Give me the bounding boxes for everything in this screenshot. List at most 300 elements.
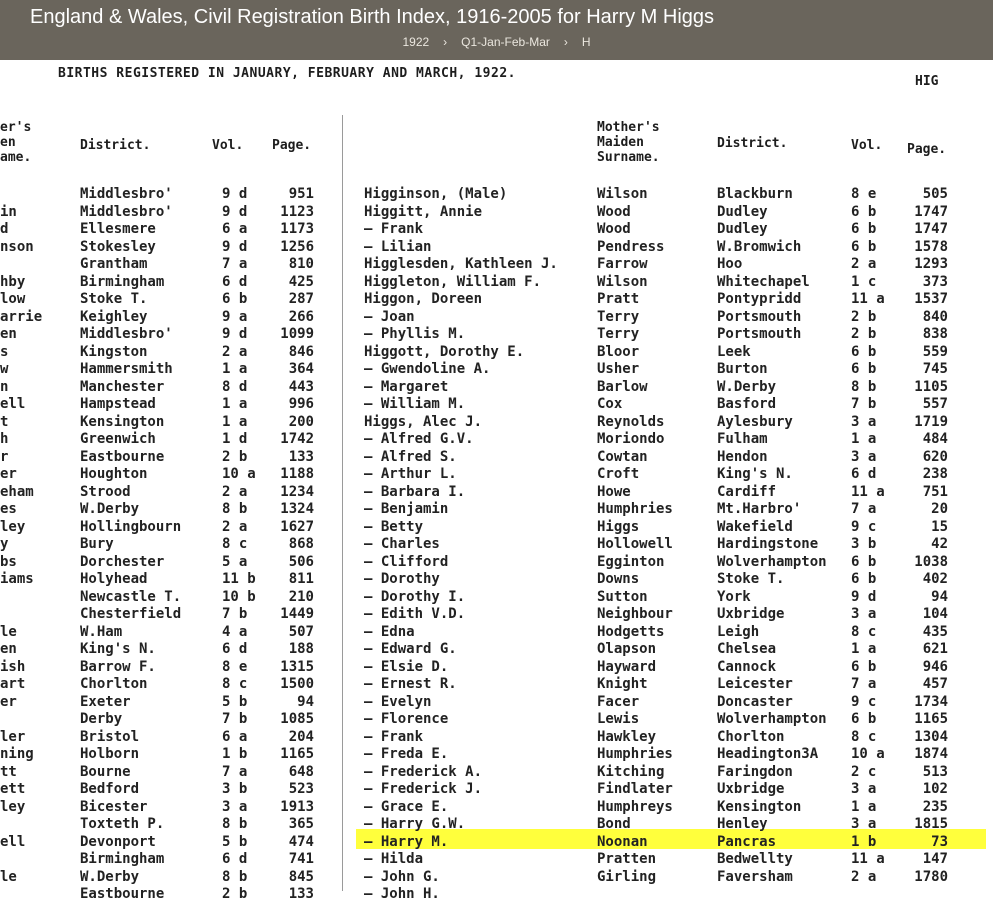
- page-number: 1719: [914, 413, 948, 430]
- registration-district: Hardingstone: [717, 536, 819, 552]
- entry-name: — Harry M.: [364, 833, 449, 850]
- left-page: 443: [288, 378, 314, 395]
- registration-district: Aylesbury: [717, 413, 793, 430]
- right-vol-header: Vol.: [851, 138, 883, 153]
- breadcrumb: [0, 35, 993, 49]
- left-volume: 6 a: [222, 728, 248, 745]
- left-surname-fragment: en: [0, 326, 17, 342]
- document-image: [0, 60, 993, 902]
- entry-name: — Evelyn: [364, 693, 432, 710]
- volume: 8 c: [851, 728, 877, 745]
- index-row: [0, 501, 993, 519]
- page-number: 102: [922, 781, 948, 797]
- index-row: [0, 414, 993, 432]
- left-page: 1742: [280, 431, 314, 447]
- index-row: [0, 729, 993, 747]
- left-surname-fragment: nson: [0, 238, 34, 255]
- volume: 6 b: [851, 238, 877, 255]
- index-row: [0, 431, 993, 449]
- left-district: Newcastle T.: [80, 588, 182, 605]
- entry-name: — Hilda: [364, 851, 424, 867]
- registration-district: W.Derby: [717, 378, 777, 395]
- left-district: Grantham: [80, 256, 148, 272]
- page-number: 1165: [914, 711, 948, 727]
- left-volume: 6 d: [222, 641, 248, 657]
- volume: 1 a: [851, 798, 877, 815]
- index-row: [0, 466, 993, 484]
- entry-name: Higglesden, Kathleen J.: [364, 256, 558, 272]
- index-row: [0, 869, 993, 887]
- registration-district: Blackburn: [717, 186, 793, 202]
- mother-maiden-surname: Terry: [597, 308, 640, 325]
- mother-maiden-surname: Reynolds: [597, 413, 665, 430]
- index-row: [0, 694, 993, 712]
- entry-name: — Betty: [364, 518, 424, 535]
- left-volume: 6 b: [222, 291, 248, 307]
- left-volume: 11 b: [222, 571, 256, 587]
- left-surname-fragment: le: [0, 623, 17, 640]
- mother-maiden-surname: Neighbour: [597, 606, 673, 622]
- left-page: 845: [288, 868, 314, 885]
- left-surname-fragment: hby: [0, 273, 26, 290]
- index-row: [0, 186, 993, 204]
- breadcrumb-year[interactable]: 1922: [402, 35, 430, 49]
- entry-name: — Dorothy: [364, 571, 440, 587]
- mother-maiden-surname: Facer: [597, 693, 640, 710]
- index-row: [0, 781, 993, 799]
- registration-district: Pancras: [717, 833, 777, 850]
- left-volume: 8 d: [222, 378, 248, 395]
- left-surname-fragment: d: [0, 221, 9, 237]
- registration-district: Headington3A: [717, 746, 819, 762]
- entry-name: — Barbara I.: [364, 483, 466, 500]
- mother-maiden-surname: Wood: [597, 203, 631, 220]
- left-district: Manchester: [80, 378, 165, 395]
- registration-district: Wolverhampton: [717, 711, 827, 727]
- left-volume: 2 a: [222, 483, 248, 500]
- page-number: 620: [922, 448, 948, 465]
- registration-district: Bedwellty: [717, 851, 793, 867]
- left-volume: 7 b: [222, 711, 248, 727]
- volume: 1 b: [851, 833, 877, 850]
- left-vol-header: Vol.: [212, 138, 244, 153]
- left-surname-fragment: ish: [0, 658, 26, 675]
- left-page: 266: [288, 308, 314, 325]
- mother-maiden-surname: Olapson: [597, 641, 657, 657]
- page-number: 745: [922, 361, 948, 377]
- volume: 6 b: [851, 221, 877, 237]
- left-district: Hollingbourn: [80, 518, 182, 535]
- left-district: Devonport: [80, 833, 156, 850]
- entry-name: — Frank: [364, 728, 424, 745]
- left-volume: 2 a: [222, 518, 248, 535]
- registration-district: Dudley: [717, 221, 768, 237]
- mother-maiden-surname: Farrow: [597, 256, 648, 272]
- volume: 6 b: [851, 658, 877, 675]
- registration-district: Fulham: [717, 431, 768, 447]
- left-volume: 7 a: [222, 763, 248, 780]
- registration-district: Leicester: [717, 676, 793, 692]
- page-number: 840: [922, 308, 948, 325]
- index-row: [0, 834, 993, 852]
- chevron-right-icon: ›: [443, 35, 448, 49]
- right-mother-header-line2: Maiden: [597, 135, 644, 150]
- mother-maiden-surname: Moriondo: [597, 431, 665, 447]
- left-surname-fragment: ell: [0, 833, 26, 850]
- left-page: 507: [288, 623, 314, 640]
- left-page: 846: [288, 343, 314, 360]
- left-surname-fragment: arrie: [0, 308, 43, 325]
- breadcrumb-quarter[interactable]: Q1-Jan-Feb-Mar: [461, 35, 550, 49]
- registration-district: Portsmouth: [717, 308, 802, 325]
- left-district: Holyhead: [80, 571, 148, 587]
- left-page: 1234: [280, 483, 314, 500]
- right-page-header: Page.: [907, 142, 947, 157]
- left-volume: 6 d: [222, 851, 248, 867]
- mother-maiden-surname: Knight: [597, 676, 648, 692]
- index-row: [0, 519, 993, 537]
- index-row: [0, 764, 993, 782]
- top-bar: [0, 0, 993, 60]
- index-row: [0, 361, 993, 379]
- page-number: 1815: [914, 816, 948, 832]
- left-surname-header-line2: en: [0, 135, 16, 150]
- page-number: 435: [922, 623, 948, 640]
- index-row: [0, 746, 993, 764]
- index-row: [0, 676, 993, 694]
- page-number: 238: [922, 466, 948, 482]
- left-volume: 5 b: [222, 693, 248, 710]
- index-row: [0, 641, 993, 659]
- left-page: 133: [288, 448, 314, 465]
- index-row: [0, 484, 993, 502]
- registration-district: Whitechapel: [717, 273, 810, 290]
- registration-district: Leigh: [717, 623, 760, 640]
- left-page: 1449: [280, 606, 314, 622]
- left-page: 188: [288, 641, 314, 657]
- page-number: 20: [931, 501, 948, 517]
- left-volume: 3 b: [222, 781, 248, 797]
- volume: 8 e: [851, 186, 877, 202]
- left-volume: 9 d: [222, 186, 248, 202]
- left-surname-header-line1: er's: [0, 120, 32, 135]
- left-page: 1165: [280, 746, 314, 762]
- left-surname-fragment: s: [0, 343, 9, 360]
- entry-name: — Margaret: [364, 378, 449, 395]
- left-district: Toxteth P.: [80, 816, 165, 832]
- volume: 10 a: [851, 746, 885, 762]
- entry-name: — Ernest R.: [364, 676, 457, 692]
- left-page: 425: [288, 273, 314, 290]
- right-district-header: District.: [717, 136, 788, 151]
- registration-district: Pontypridd: [717, 291, 802, 307]
- volume: 9 d: [851, 588, 877, 605]
- index-row: [0, 606, 993, 624]
- left-surname-fragment: t: [0, 413, 9, 430]
- left-page: 1173: [280, 221, 314, 237]
- mother-maiden-surname: Usher: [597, 361, 640, 377]
- index-row: [0, 554, 993, 572]
- page-number: 73: [931, 833, 948, 850]
- page-number: 1293: [914, 256, 948, 272]
- page-number: 147: [922, 851, 948, 867]
- page-number: 1874: [914, 746, 948, 762]
- entry-name: — Frank: [364, 221, 424, 237]
- left-surname-fragment: h: [0, 431, 9, 447]
- mother-maiden-surname: Hodgetts: [597, 623, 665, 640]
- left-district: Bicester: [80, 798, 148, 815]
- left-page: 868: [288, 536, 314, 552]
- left-surname-fragment: le: [0, 868, 17, 885]
- registration-district: Cardiff: [717, 483, 777, 500]
- volume: 2 a: [851, 256, 877, 272]
- left-surname-fragment: ning: [0, 746, 34, 762]
- left-district: Eastbourne: [80, 448, 165, 465]
- left-page: 810: [288, 256, 314, 272]
- left-surname-header-line3: ame.: [0, 150, 32, 165]
- volume: 7 a: [851, 676, 877, 692]
- entry-name: — John H.: [364, 886, 440, 902]
- mother-maiden-surname: Humphries: [597, 501, 673, 517]
- volume: 2 a: [851, 868, 877, 885]
- left-district: Keighley: [80, 308, 148, 325]
- left-page: 1256: [280, 238, 314, 255]
- left-surname-fragment: en: [0, 641, 17, 657]
- volume: 11 a: [851, 483, 885, 500]
- left-district: Chorlton: [80, 676, 148, 692]
- left-surname-header: [0, 120, 31, 165]
- entry-name: — Clifford: [364, 553, 449, 570]
- mother-maiden-surname: Bond: [597, 816, 631, 832]
- volume: 1 c: [851, 273, 877, 290]
- mother-maiden-surname: Noonan: [597, 833, 648, 850]
- left-district-header: District.: [80, 138, 151, 153]
- page-number: 373: [922, 273, 948, 290]
- registration-district: Basford: [717, 396, 777, 412]
- index-row: [0, 221, 993, 239]
- entry-name: — Charles: [364, 536, 440, 552]
- volume: 9 c: [851, 518, 877, 535]
- left-page: 210: [288, 588, 314, 605]
- left-volume: 6 a: [222, 221, 248, 237]
- index-row: [0, 396, 993, 414]
- left-district: Kensington: [80, 413, 165, 430]
- volume: 9 c: [851, 693, 877, 710]
- entry-name: — Freda E.: [364, 746, 449, 762]
- left-district: Stokesley: [80, 238, 156, 255]
- left-volume: 8 c: [222, 676, 248, 692]
- entry-name: Higgs, Alec J.: [364, 413, 483, 430]
- entry-name: Higgleton, William F.: [364, 273, 542, 290]
- left-page-header: Page.: [272, 138, 312, 153]
- page-number: 559: [922, 343, 948, 360]
- volume: 3 a: [851, 781, 877, 797]
- volume: 6 b: [851, 343, 877, 360]
- volume: 11 a: [851, 291, 885, 307]
- left-district: Holborn: [80, 746, 140, 762]
- registration-district: Uxbridge: [717, 781, 785, 797]
- volume: 2 b: [851, 308, 877, 325]
- left-page: 1324: [280, 501, 314, 517]
- registration-district: Burton: [717, 361, 768, 377]
- left-district: Hammersmith: [80, 361, 173, 377]
- page-number: 557: [922, 396, 948, 412]
- mother-maiden-surname: Findlater: [597, 781, 673, 797]
- volume: 8 b: [851, 378, 877, 395]
- index-row: [0, 571, 993, 589]
- page-number: 42: [931, 536, 948, 552]
- registration-district: Wolverhampton: [717, 553, 827, 570]
- page-number: 1780: [914, 868, 948, 885]
- index-row: [0, 624, 993, 642]
- left-page: 951: [288, 186, 314, 202]
- left-district: Greenwich: [80, 431, 156, 447]
- left-page: 648: [288, 763, 314, 780]
- volume: 6 b: [851, 203, 877, 220]
- volume: 3 a: [851, 448, 877, 465]
- left-page: 1627: [280, 518, 314, 535]
- index-row: [0, 589, 993, 607]
- left-district: W.Ham: [80, 623, 123, 640]
- left-surname-fragment: ler: [0, 728, 26, 745]
- page-number: 946: [922, 658, 948, 675]
- entry-name: — Alfred S.: [364, 448, 457, 465]
- volume: 1 a: [851, 641, 877, 657]
- left-district: Chesterfield: [80, 606, 182, 622]
- left-page: 523: [288, 781, 314, 797]
- left-surname-fragment: er: [0, 693, 17, 710]
- mother-maiden-surname: Kitching: [597, 763, 665, 780]
- left-surname-fragment: ell: [0, 396, 26, 412]
- registration-district: Hendon: [717, 448, 768, 465]
- left-surname-fragment: r: [0, 448, 9, 465]
- left-district: Dorchester: [80, 553, 165, 570]
- entry-name: — Edward G.: [364, 641, 457, 657]
- registration-district: Faringdon: [717, 763, 793, 780]
- left-page: 1123: [280, 203, 314, 220]
- left-district: Middlesbro': [80, 203, 173, 220]
- entry-name: — Joan: [364, 308, 415, 325]
- left-page: 1099: [280, 326, 314, 342]
- page-number: 505: [922, 186, 948, 202]
- mother-maiden-surname: Hayward: [597, 658, 657, 675]
- left-volume: 9 d: [222, 326, 248, 342]
- entry-name: — John G.: [364, 868, 440, 885]
- volume: 1 a: [851, 431, 877, 447]
- mother-maiden-surname: Downs: [597, 571, 640, 587]
- mother-maiden-surname: Bloor: [597, 343, 640, 360]
- left-district: Birmingham: [80, 851, 165, 867]
- entry-name: — Grace E.: [364, 798, 449, 815]
- mother-maiden-surname: Wilson: [597, 186, 648, 202]
- left-page: 506: [288, 553, 314, 570]
- left-district: Derby: [80, 711, 123, 727]
- entry-name: — Harry G.W.: [364, 816, 466, 832]
- mother-maiden-surname: Pratt: [597, 291, 640, 307]
- mother-maiden-surname: Humphreys: [597, 798, 673, 815]
- entry-name: — Florence: [364, 711, 449, 727]
- left-page: 204: [288, 728, 314, 745]
- left-district: Eastbourne: [80, 886, 165, 902]
- left-surname-fragment: n: [0, 378, 9, 395]
- mother-maiden-surname: Terry: [597, 326, 640, 342]
- index-row: [0, 886, 993, 904]
- left-surname-fragment: tt: [0, 763, 17, 780]
- entry-name: Higgitt, Annie: [364, 203, 483, 220]
- left-volume: 4 a: [222, 623, 248, 640]
- volume: 7 a: [851, 501, 877, 517]
- left-page: 1500: [280, 676, 314, 692]
- page-number: 1105: [914, 378, 948, 395]
- volume: 3 a: [851, 606, 877, 622]
- mother-maiden-surname: Cowtan: [597, 448, 648, 465]
- entry-name: — Edith V.D.: [364, 606, 466, 622]
- page-title: England & Wales, Civil Registration Birth Index, 1916-2005 for Harry M Higgs: [30, 6, 715, 28]
- index-row: [0, 816, 993, 834]
- left-district: King's N.: [80, 641, 156, 657]
- left-page: 133: [288, 886, 314, 902]
- left-surname-fragment: low: [0, 291, 26, 307]
- page-number: 1304: [914, 728, 948, 745]
- left-volume: 5 a: [222, 553, 248, 570]
- left-volume: 9 a: [222, 308, 248, 325]
- left-district: Bourne: [80, 763, 131, 780]
- register-heading: BIRTHS REGISTERED IN JANUARY, FEBRUARY AND MARCH, 1922.: [58, 66, 516, 81]
- page-number: 513: [922, 763, 948, 780]
- index-row: [0, 256, 993, 274]
- index-row: [0, 536, 993, 554]
- left-page: 287: [288, 291, 314, 307]
- entry-name: — Lilian: [364, 238, 432, 255]
- left-volume: 1 a: [222, 413, 248, 430]
- left-volume: 1 a: [222, 396, 248, 412]
- left-volume: 2 b: [222, 886, 248, 902]
- left-page: 94: [297, 693, 314, 710]
- registration-district: Cannock: [717, 658, 777, 675]
- left-district: Ellesmere: [80, 221, 156, 237]
- page-number: 1747: [914, 203, 948, 220]
- index-row: [0, 711, 993, 729]
- registration-district: W.Bromwich: [717, 238, 802, 255]
- left-district: Exeter: [80, 693, 131, 710]
- volume: 6 b: [851, 711, 877, 727]
- index-row: [0, 274, 993, 292]
- registration-district: King's N.: [717, 466, 793, 482]
- mother-maiden-surname: Girling: [597, 868, 657, 885]
- registration-district: Dudley: [717, 203, 768, 220]
- left-district: Birmingham: [80, 273, 165, 290]
- page-number: 235: [922, 798, 948, 815]
- page-number: 621: [922, 641, 948, 657]
- volume: 11 a: [851, 851, 885, 867]
- left-volume: 6 d: [222, 273, 248, 290]
- mother-maiden-surname: Pendress: [597, 238, 665, 255]
- mother-maiden-surname: Wilson: [597, 273, 648, 290]
- left-page: 474: [288, 833, 314, 850]
- chevron-right-icon: ›: [563, 35, 568, 49]
- left-surname-fragment: w: [0, 361, 9, 377]
- mother-maiden-surname: Pratten: [597, 851, 657, 867]
- breadcrumb-letter[interactable]: H: [581, 35, 591, 49]
- index-row: [0, 344, 993, 362]
- left-volume: 10 b: [222, 588, 256, 605]
- left-district: Middlesbro': [80, 326, 173, 342]
- left-volume: 5 b: [222, 833, 248, 850]
- index-row: [0, 799, 993, 817]
- left-surname-fragment: in: [0, 203, 17, 220]
- left-surname-fragment: bs: [0, 553, 17, 570]
- left-page: 1315: [280, 658, 314, 675]
